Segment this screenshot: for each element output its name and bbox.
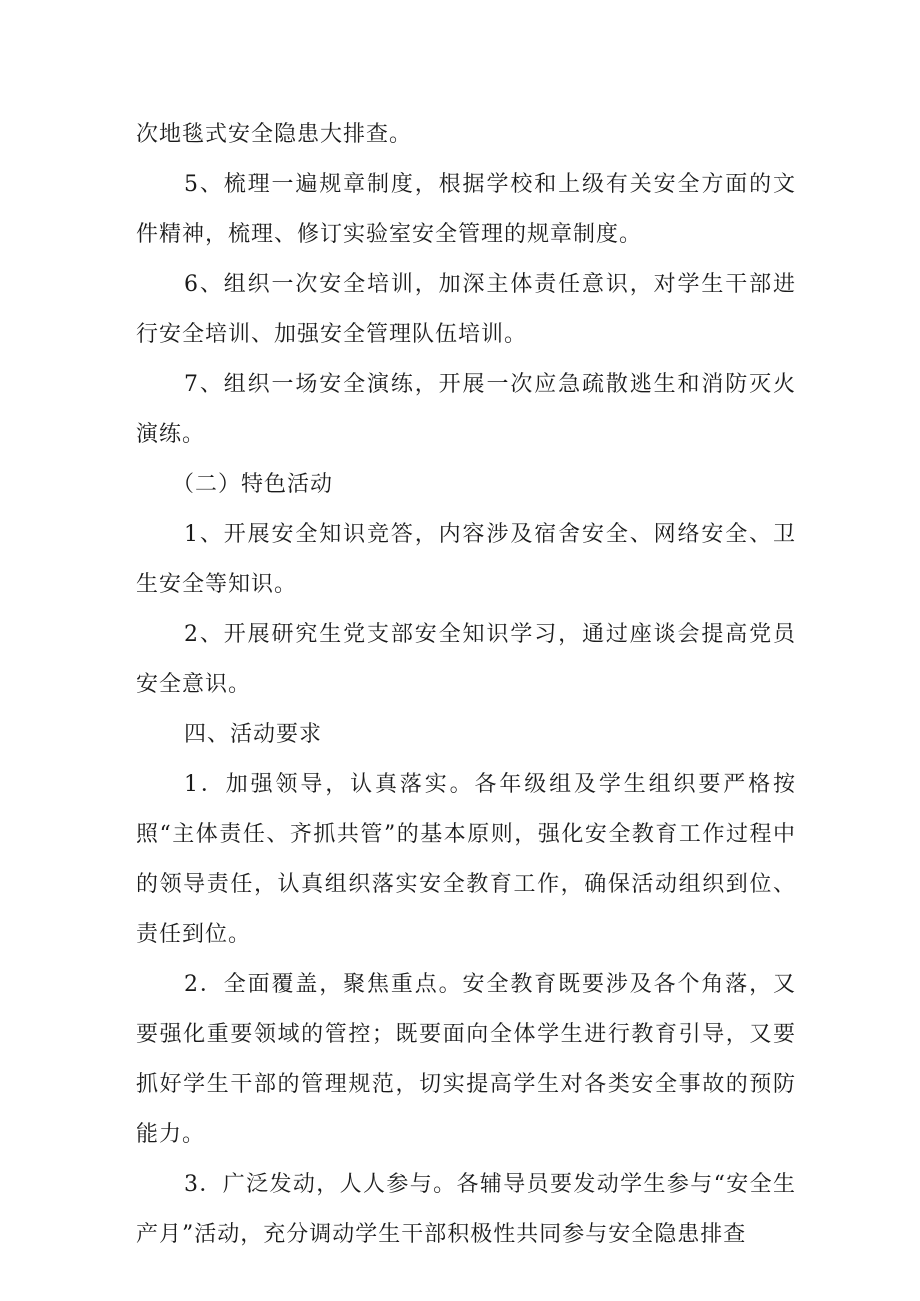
paragraph-requirement-3: 3．广泛发动，人人参与。各辅导员要发动学生参与“安全生产月”活动，充分调动学生干部积极性共同参与安全隐患排查 xyxy=(136,1172,796,1247)
section-heading-activity-requirements: 四、活动要求 xyxy=(184,722,323,747)
section-heading-special-activities: （二）特色活动 xyxy=(172,472,334,497)
paragraph-requirement-2: 2．全面覆盖，聚焦重点。安全教育既要涉及各个角落，又要强化重要领域的管控；既要面向全体学生进行教育引导，又要抓好学生干部的管理规范，切实提高学生对各类安全事故的预防能力。 xyxy=(136,972,796,1147)
document-body xyxy=(136,110,796,1260)
paragraph-item-6: 6、组织一次安全培训，加深主体责任意识，对学生干部进行安全培训、加强安全管理队伍培训。 xyxy=(136,272,796,347)
paragraph-requirement-1: 1．加强领导，认真落实。各年级组及学生组织要严格按照“主体责任、齐抓共管”的基本原则，强化安全教育工作过程中的领导责任，认真组织落实安全教育工作，确保活动组织到位、责任到位。 xyxy=(136,772,796,947)
paragraph-continuation: 次地毯式安全隐患大排查。 xyxy=(136,122,413,147)
paragraph-special-2: 2、开展研究生党支部安全知识学习，通过座谈会提高党员安全意识。 xyxy=(136,622,796,697)
paragraph-item-7: 7、组织一场安全演练，开展一次应急疏散逃生和消防灭火演练。 xyxy=(136,372,796,447)
paragraph-special-1: 1、开展安全知识竞答，内容涉及宿舍安全、网络安全、卫生安全等知识。 xyxy=(136,522,796,597)
paragraph-item-5: 5、梳理一遍规章制度，根据学校和上级有关安全方面的文件精神，梳理、修订实验室安全管理的规章制度。 xyxy=(136,172,796,247)
